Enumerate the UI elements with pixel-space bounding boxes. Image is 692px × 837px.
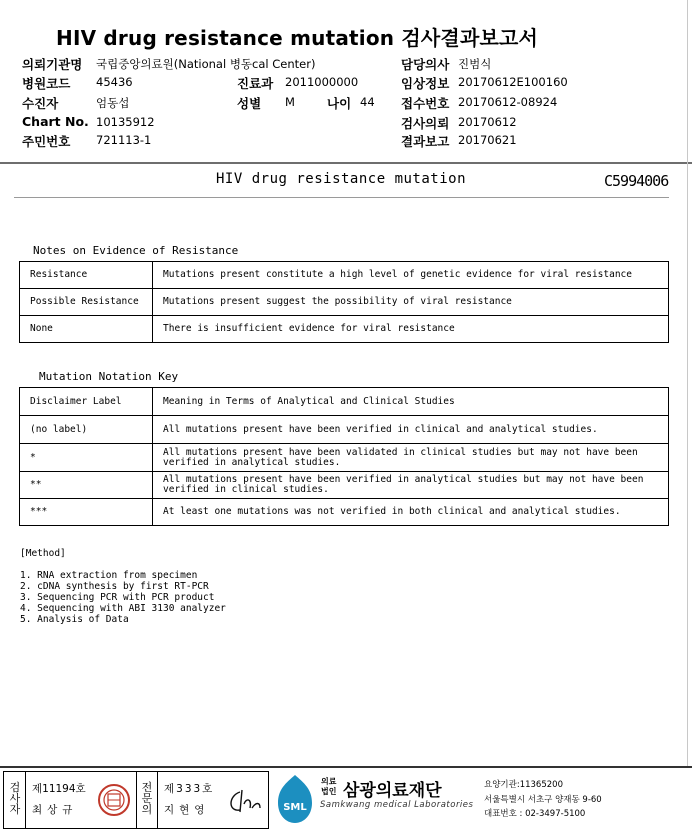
table-row	[20, 444, 669, 472]
sex-value: M	[285, 95, 295, 109]
notation-text: All mutations present have been validated in clinical studies but may not have been verified in analytical studies.	[153, 444, 669, 472]
role-char: 의	[141, 803, 153, 816]
footer-divider	[0, 766, 692, 768]
evidence-label: Possible Resistance	[20, 289, 153, 316]
examiner-name: 최상규	[32, 804, 78, 816]
role-char: 검	[9, 781, 21, 794]
physician-role	[140, 782, 154, 815]
hospital-code-label: 병원코드	[22, 76, 71, 91]
department-value: 2011000000	[285, 75, 359, 89]
table-row	[20, 499, 669, 526]
method-step: 5. Analysis of Data	[20, 614, 129, 625]
company-name: 삼광의료재단	[343, 781, 442, 801]
doctor-value: 진범식	[458, 57, 492, 71]
notation-label: **	[20, 472, 153, 499]
role-char: 사	[9, 792, 21, 805]
role-char: 전	[141, 781, 153, 794]
institution-no: 요양기관:11365200	[484, 780, 563, 790]
patient-value: 엄동섭	[96, 96, 130, 110]
examiner-license: 제11194호	[32, 783, 86, 795]
notation-label: ***	[20, 499, 153, 526]
divider	[136, 772, 137, 828]
role-char: 문	[141, 792, 153, 805]
patient-label: 수진자	[22, 96, 59, 111]
request-date-value: 20170612	[458, 115, 517, 129]
physician-name: 지현영	[164, 804, 210, 816]
report-date-label: 결과보고	[401, 134, 450, 149]
requesting-institution-label: 의뢰기관명	[22, 57, 83, 72]
notation-table	[19, 387, 669, 526]
logo-badge: SML	[283, 802, 307, 813]
method-step: 4. Sequencing with ABI 3130 analyzer	[20, 603, 226, 614]
accession-no-label: 접수번호	[401, 96, 450, 111]
physician-license: 제333호	[164, 783, 215, 795]
evidence-text: Mutations present suggest the possibility of viral resistance	[153, 289, 669, 316]
report-title: HIV drug resistance mutation 검사결과보고서	[56, 26, 539, 50]
divider	[25, 772, 26, 828]
method-step: 2. cDNA synthesis by first RT-PCR	[20, 581, 209, 592]
notation-heading: Mutation Notation Key	[39, 370, 179, 383]
company-phone: 대표번호 : 02-3497-5100	[484, 809, 586, 819]
request-date-label: 검사의뢰	[401, 116, 450, 131]
table-row	[20, 388, 669, 416]
requesting-institution-value: 국립중앙의료원(National 병동cal Center)	[96, 57, 316, 71]
clinical-info-label: 임상정보	[401, 76, 450, 91]
divider	[157, 772, 158, 828]
table-row	[20, 416, 669, 444]
test-code: C5994006	[604, 172, 669, 190]
doctor-label: 담당의사	[401, 57, 450, 72]
resident-no-label: 주민번호	[22, 134, 71, 149]
evidence-heading: Notes on Evidence of Resistance	[33, 244, 239, 257]
notation-text: At least one mutations was not verified in both clinical and analytical studies.	[153, 499, 669, 526]
table-row	[20, 262, 669, 289]
department-label: 진료과	[237, 76, 274, 91]
table-row	[20, 289, 669, 316]
report-date-value: 20170621	[458, 133, 517, 147]
method-steps	[20, 570, 226, 625]
header-divider	[0, 162, 692, 164]
age-label: 나이	[327, 96, 352, 111]
company-logo-icon	[272, 773, 318, 825]
sex-label: 성별	[237, 96, 262, 111]
evidence-label: Resistance	[20, 262, 153, 289]
section-divider	[14, 197, 669, 198]
company-name-en: Samkwang medical Laboratories	[320, 800, 474, 810]
signature-box	[3, 771, 269, 829]
physician-signature-icon	[226, 786, 264, 816]
age-value: 44	[360, 95, 375, 109]
examiner-role	[8, 782, 22, 815]
clinical-info-value: 20170612E100160	[458, 75, 568, 89]
evidence-text: Mutations present constitute a high level of genetic evidence for viral resistance	[153, 262, 669, 289]
chart-no-value: 10135912	[96, 115, 155, 129]
method-step: 1. RNA extraction from specimen	[20, 570, 198, 581]
page-edge	[687, 0, 688, 766]
company-prefix-top: 의료	[321, 777, 337, 786]
evidence-label: None	[20, 316, 153, 343]
examiner-seal-icon	[96, 782, 132, 818]
method-heading: [Method]	[20, 548, 66, 559]
company-prefix-bottom: 법인	[321, 787, 337, 796]
notation-text: All mutations present have been verified in clinical and analytical studies.	[153, 416, 669, 444]
notation-label: Disclaimer Label	[20, 388, 153, 416]
role-char: 자	[9, 803, 21, 816]
chart-no-label: Chart No.	[22, 114, 89, 129]
company-address: 서울특별시 서초구 양재동 9-60	[484, 795, 602, 805]
table-row	[20, 316, 669, 343]
evidence-table	[19, 261, 669, 343]
notation-label: *	[20, 444, 153, 472]
section-title: HIV drug resistance mutation	[216, 171, 467, 187]
accession-no-value: 20170612-08924	[458, 95, 558, 109]
method-step: 3. Sequencing PCR with PCR product	[20, 592, 215, 603]
notation-text: Meaning in Terms of Analytical and Clinical Studies	[153, 388, 669, 416]
notation-label: (no label)	[20, 416, 153, 444]
resident-no-value: 721113-1	[96, 133, 152, 147]
hospital-code-value: 45436	[96, 75, 133, 89]
evidence-text: There is insufficient evidence for viral resistance	[153, 316, 669, 343]
notation-text: All mutations present have been verified in analytical studies but may not have been verified in clinical studies.	[153, 472, 669, 499]
table-row	[20, 472, 669, 499]
